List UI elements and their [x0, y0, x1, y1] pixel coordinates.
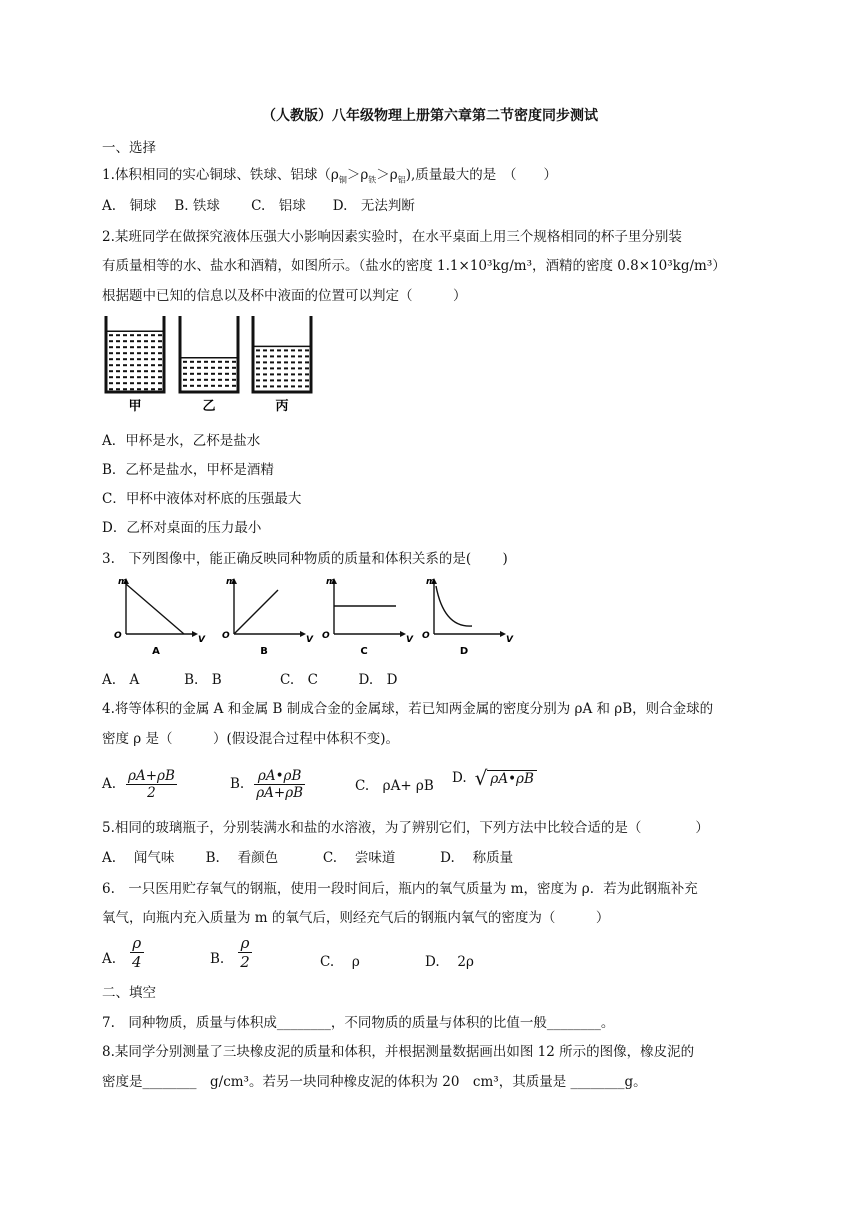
graph-letter: B — [260, 646, 268, 657]
q4-option-a-denominator: 2 — [126, 784, 177, 801]
graph-D — [422, 577, 514, 657]
q4-option-d-radicand: ρA•ρB — [487, 770, 537, 787]
page-title: （人教版）八年级物理上册第六章第二节密度同步测试 — [262, 108, 598, 124]
cup-1 — [106, 316, 164, 414]
cup-2 — [180, 316, 238, 414]
axis-label-v: V — [406, 635, 413, 645]
q8-line1: 8.某同学分别测量了三块橡皮泥的质量和体积，并根据测量数据画出如图 12 所示的图像，橡皮泥的 — [102, 1044, 695, 1060]
sqrt-sign-icon: √ — [474, 766, 488, 790]
q2-line3: 根据题中已知的信息以及杯中液面的位置可以判定（ ） — [102, 288, 467, 304]
q5-text: 5.相同的玻璃瓶子，分别装满水和盐的水溶液，为了辨别它们，下列方法中比较合适的是（ ） — [102, 820, 709, 836]
q1-sub-copper: 铜 — [338, 175, 347, 185]
q4-option-d — [452, 766, 537, 790]
graph-curve — [234, 590, 278, 634]
q4-option-c: C. ρA+ ρB — [355, 778, 434, 794]
q3-options: A. A B. B C. C D. D — [102, 672, 398, 688]
cup-3 — [253, 316, 311, 414]
q4-line2: 密度 ρ 是（ ）(假设混合过程中体积不变)。 — [102, 731, 400, 747]
graph-letter: D — [459, 646, 469, 657]
cup-liquid — [180, 358, 238, 392]
cup-label: 丙 — [275, 399, 289, 414]
q2-line2: 有质量相等的水、盐水和酒精，如图所示。（盐水的密度 1.1×10³kg/m³，酒精的密度 0.8×10³kg/m³） — [102, 258, 726, 274]
q2-option-c: C．甲杯中液体对杯底的压强最大 — [102, 491, 302, 507]
question-1 — [102, 163, 557, 186]
axis-label-v: V — [506, 635, 513, 645]
q6-line1: 6. 一只医用贮存氧气的钢瓶，使用一段时间后，瓶内的氧气质量为 m，密度为 ρ．若为此钢瓶补充 — [102, 881, 698, 897]
q4-option-b-fraction — [254, 768, 305, 801]
question-7: 7. 同种物质，质量与体积成________，不同物质的质量与体积的比值一般________。 — [102, 1015, 615, 1031]
q4-option-a-numerator: ρA+ρB — [128, 767, 175, 784]
axis-label-m: m — [326, 577, 336, 587]
q6-option-b-fraction — [238, 934, 252, 971]
graph-curve — [126, 584, 184, 634]
cup-liquid — [253, 346, 311, 392]
axis-label-m: m — [226, 577, 236, 587]
q4-option-b-denominator: ρA+ρB — [256, 784, 304, 801]
q2-option-b: B．乙杯是盐水，甲杯是酒精 — [102, 462, 274, 478]
q6-option-b-denominator: 2 — [240, 952, 250, 971]
q6-option-a — [102, 930, 144, 974]
q6-option-b — [210, 930, 252, 974]
q4-option-a-label: A. — [102, 776, 117, 792]
q1-text-start: 1.体积相同的实心铜球、铁球、铝球（ρ — [102, 167, 339, 183]
q6-option-c: C. ρ — [320, 954, 360, 970]
q6-option-a-denominator: 4 — [132, 952, 142, 971]
graph-C — [322, 577, 414, 657]
origin-label: O — [322, 631, 330, 641]
graph-letter: C — [360, 646, 368, 657]
q4-option-b-label: B. — [230, 776, 245, 792]
origin-label: O — [114, 631, 122, 641]
graph-B — [222, 577, 314, 657]
q6-option-b-numerator: ρ — [240, 933, 250, 952]
cup-label: 乙 — [202, 399, 216, 414]
axis-label-v: V — [306, 635, 313, 645]
graph-A — [114, 577, 206, 657]
axis-label-m: m — [426, 577, 436, 587]
q6-option-a-numerator: ρ — [132, 933, 142, 952]
graph-letter: A — [152, 646, 160, 657]
q5-options: A. 闻气味 B. 看颜色 C. 尝味道 D. 称质量 — [102, 850, 514, 866]
q1-mid2: ＞ρ — [376, 167, 398, 183]
q6-option-b-label: B. — [210, 951, 225, 967]
q2-option-d: D．乙杯对桌面的压力最小 — [102, 520, 262, 536]
q4-option-b-numerator: ρA•ρB — [257, 767, 302, 784]
origin-label: O — [422, 631, 430, 641]
q6-option-a-fraction — [130, 934, 144, 971]
q4-option-d-label: D. — [452, 770, 467, 786]
q8-line2: 密度是________ g/cm³。若另一块同种橡皮泥的体积为 20 cm³，其质量是 ________g。 — [102, 1074, 647, 1090]
q2-cups-figure — [100, 312, 320, 414]
q3-text: 3. 下列图像中，能正确反映同种物质的质量和体积关系的是( ) — [102, 551, 508, 567]
section-heading-choice: 一、选择 — [102, 140, 156, 156]
q1-sub-aluminum: 铝 — [397, 175, 406, 185]
q2-line1: 2.某班同学在做探究液体压强大小影响因素实验时，在水平桌面上用三个规格相同的杯子里分别装 — [102, 229, 682, 245]
q4-option-a — [102, 762, 177, 806]
q1-text-end: ),质量最大的是 （ ） — [405, 167, 558, 183]
cup-label: 甲 — [128, 399, 142, 414]
axis-label-m: m — [118, 577, 128, 587]
origin-label: O — [222, 631, 230, 641]
q1-mid1: ＞ρ — [346, 167, 369, 183]
axis-label-v: V — [198, 635, 205, 645]
q2-option-a: A．甲杯是水，乙杯是盐水 — [102, 433, 261, 449]
q4-line1: 4.将等体积的金属 A 和金属 B 制成合金的金属球，若已知两金属的密度分别为 ρA 和 ρB，则合金球的 — [102, 701, 714, 717]
cup-liquid — [106, 331, 164, 392]
graph-curve — [436, 586, 472, 626]
q4-option-a-fraction — [126, 768, 177, 801]
q4-option-b — [230, 762, 305, 806]
section-heading-fill: 二、填空 — [102, 985, 156, 1001]
q3-graphs-figure — [100, 572, 520, 660]
q1-options: A. 铜球 B. 铁球 C. 铝球 D. 无法判断 — [102, 198, 415, 214]
q6-option-d: D. 2ρ — [425, 954, 474, 970]
q6-line2: 氧气，向瓶内充入质量为 m 的氧气后，则经充气后的钢瓶内氧气的密度为（ ） — [102, 910, 610, 926]
q6-option-a-label: A. — [102, 951, 117, 967]
q1-sub-iron: 铁 — [368, 175, 377, 185]
